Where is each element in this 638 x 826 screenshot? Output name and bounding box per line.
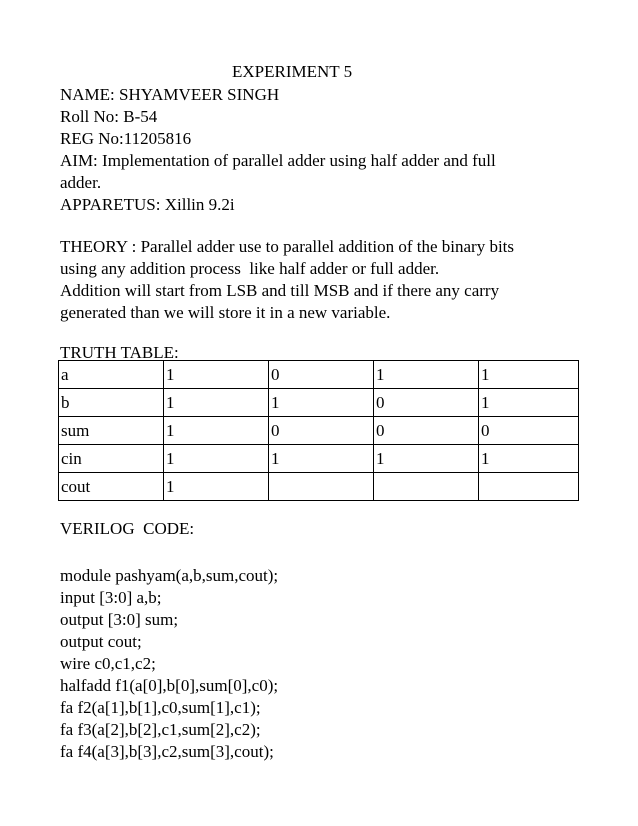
table-cell: 0 (269, 417, 374, 445)
table-cell: 1 (479, 389, 579, 417)
table-row (59, 389, 579, 417)
registration-number: REG No:11205816 (60, 129, 192, 148)
code-line: output [3:0] sum; (60, 610, 179, 629)
apparatus: APPARETUS: Xillin 9.2i (60, 195, 235, 214)
student-name: NAME: SHYAMVEER SINGH (60, 85, 280, 104)
aim-line-1: AIM: Implementation of parallel adder using half adder and full (60, 151, 496, 170)
page-title: EXPERIMENT 5 (232, 62, 353, 81)
theory-line-4: generated than we will store it in a new variable. (60, 303, 391, 322)
code-line: fa f4(a[3],b[3],c2,sum[3],cout); (60, 742, 274, 761)
roll-number: Roll No: B-54 (60, 107, 158, 126)
table-cell: 1 (374, 361, 479, 389)
table-cell: b (59, 389, 164, 417)
table-cell (479, 473, 579, 501)
table-cell: 1 (479, 361, 579, 389)
table-row (59, 361, 579, 389)
table-cell: 1 (269, 445, 374, 473)
table-cell: 0 (374, 417, 479, 445)
aim-line-2: adder. (60, 173, 102, 192)
code-heading: VERILOG CODE: (60, 519, 195, 538)
table-cell: 0 (479, 417, 579, 445)
table-row (59, 417, 579, 445)
table-cell (374, 473, 479, 501)
table-cell: 1 (269, 389, 374, 417)
code-line: fa f3(a[2],b[2],c1,sum[2],c2); (60, 720, 261, 739)
code-line: halfadd f1(a[0],b[0],sum[0],c0); (60, 676, 279, 695)
table-cell: 1 (164, 473, 269, 501)
table-cell: sum (59, 417, 164, 445)
table-cell: 1 (164, 389, 269, 417)
table-cell: a (59, 361, 164, 389)
table-cell: 1 (164, 417, 269, 445)
truth-table-heading: TRUTH TABLE: (60, 343, 179, 362)
table-cell: 1 (374, 445, 479, 473)
code-line: wire c0,c1,c2; (60, 654, 156, 673)
theory-line-1: THEORY : Parallel adder use to parallel addition of the binary bits (60, 237, 515, 256)
theory-line-2: using any addition process like half adder or full adder. (60, 259, 440, 278)
code-line: input [3:0] a,b; (60, 588, 162, 607)
code-line: module pashyam(a,b,sum,cout); (60, 566, 279, 585)
table-cell: 0 (269, 361, 374, 389)
theory-line-3: Addition will start from LSB and till MSB and if there any carry (60, 281, 500, 300)
table-row (59, 473, 579, 501)
truth-table (58, 360, 579, 501)
table-cell: 1 (164, 445, 269, 473)
table-cell (269, 473, 374, 501)
table-row (59, 445, 579, 473)
table-cell: 1 (479, 445, 579, 473)
table-cell: cin (59, 445, 164, 473)
table-cell: 0 (374, 389, 479, 417)
table-cell: 1 (164, 361, 269, 389)
table-cell: cout (59, 473, 164, 501)
code-line: fa f2(a[1],b[1],c0,sum[1],c1); (60, 698, 261, 717)
code-line: output cout; (60, 632, 142, 651)
